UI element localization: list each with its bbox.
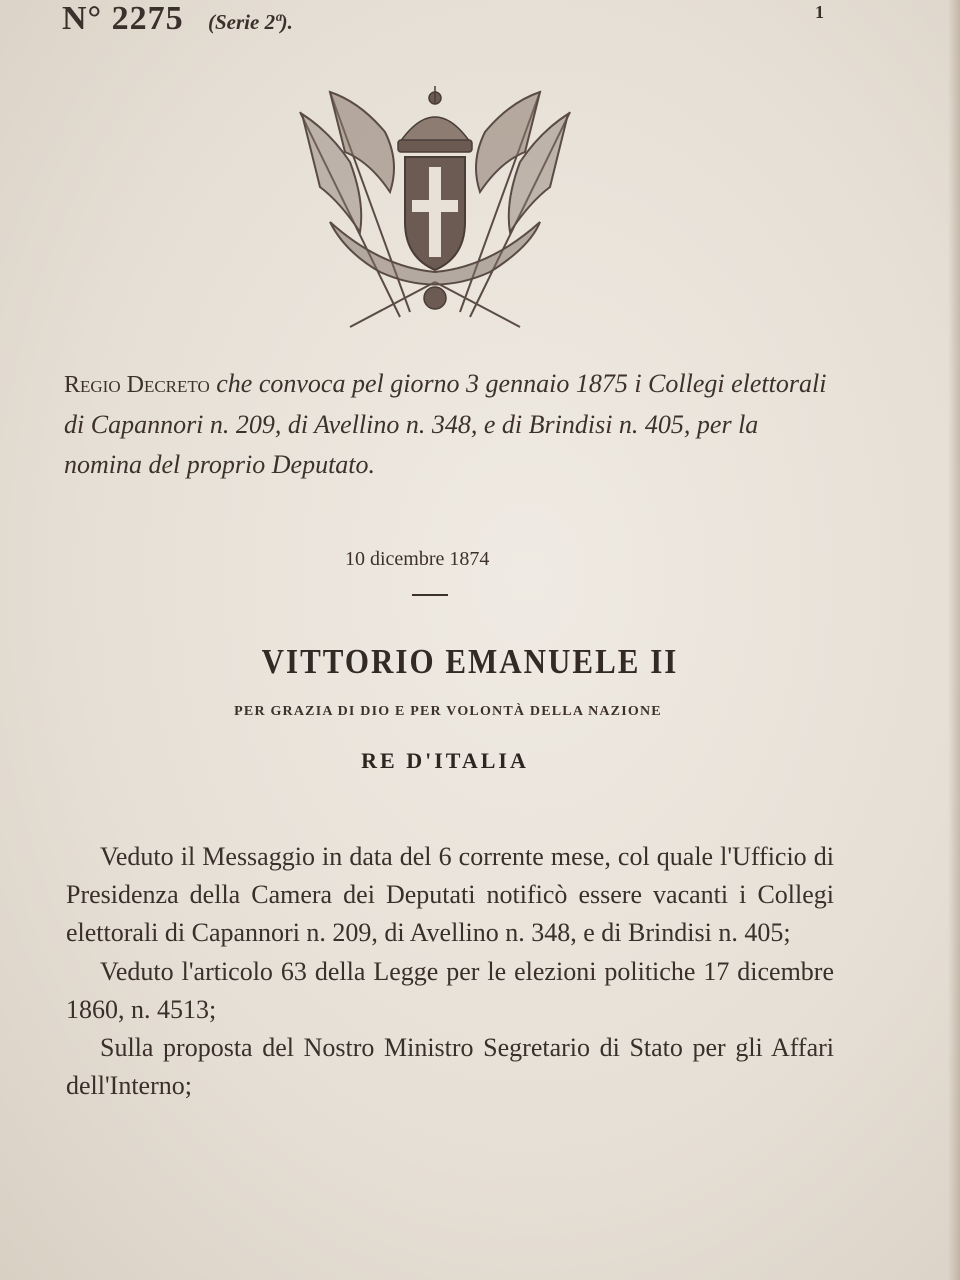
page-edge-shadow — [948, 0, 960, 1280]
savoy-coat-of-arms-icon — [290, 72, 580, 342]
paragraph-text: Veduto il Messaggio in data del 6 corrente mese, col quale l'Ufficio di Presidenza della Camera dei Deputati notificò essere vacanti i Collegi elettorali di Capannori n. 209, di Avellino n. 348, e di Brindisi n. 405; — [66, 842, 834, 948]
body-paragraph — [66, 953, 834, 1029]
divider-rule — [412, 594, 448, 596]
sovereign-title: RE D'ITALIA — [361, 748, 529, 773]
body-paragraph — [66, 1029, 834, 1105]
body-paragraph — [66, 838, 834, 953]
paragraph-text: Veduto l'articolo 63 della Legge per le elezioni politiche 17 dicembre 1860, n. 4513; — [66, 956, 834, 1024]
sovereign-grace: PER GRAZIA DI DIO E PER VOLONTÀ DELLA NAZIONE — [234, 704, 662, 719]
decree-title-text: che convoca pel giorno 3 gennaio 1875 i Collegi elettorali di Capannori n. 209, di Avellino n. 348, e di Brindisi n. 405, per la nomina del proprio Deputato. — [64, 369, 827, 479]
series-label: (Serie 2ª). — [208, 10, 293, 34]
decree-date: 10 dicembre 1874 — [345, 548, 490, 570]
sovereign-name: VITTORIO EMANUELE II — [261, 641, 679, 682]
decree-body — [66, 838, 834, 1105]
page-number: 1 — [815, 2, 824, 22]
decree-title — [64, 364, 834, 485]
decree-number: N° 2275 — [62, 0, 184, 37]
paragraph-text: Sulla proposta del Nostro Ministro Segretario di Stato per gli Affari dell'Interno; — [66, 1033, 834, 1101]
decree-lead: Regio Decreto — [64, 372, 210, 398]
